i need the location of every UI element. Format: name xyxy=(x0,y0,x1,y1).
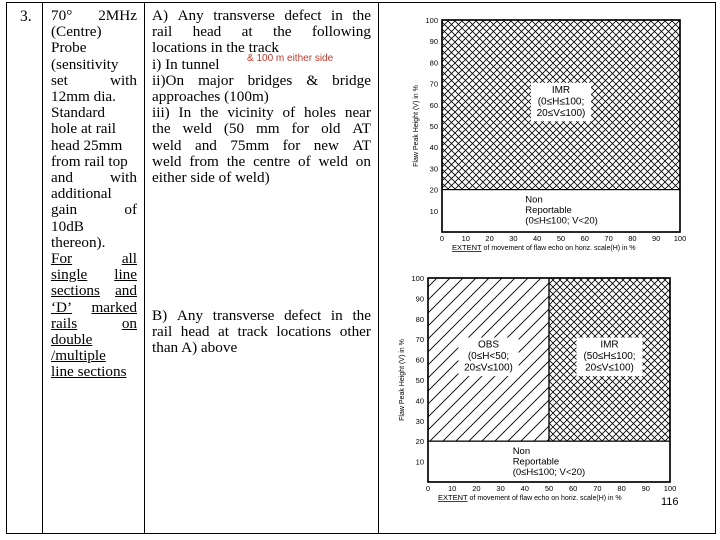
y-tick-label: 100 xyxy=(425,16,438,25)
annotation-label: & 100 m either side xyxy=(247,53,334,64)
y-tick-label: 40 xyxy=(415,396,424,406)
y-tick-label: 20 xyxy=(415,437,424,447)
probe-line: additional xyxy=(51,185,112,203)
section-a-line: weld from the centre of weld on xyxy=(152,152,371,170)
x-tick-label: 20 xyxy=(472,484,481,493)
region-label: Non xyxy=(512,446,531,458)
x-axis-label xyxy=(452,243,636,252)
y-axis-label: Flaw Peak Height (V) in % xyxy=(399,339,406,421)
region-label: 20≤V≤100) xyxy=(536,107,586,119)
x-axis-label-rest: of movement of flaw echo on horiz. scale(H) in % xyxy=(481,245,636,252)
probe-line: set with xyxy=(51,71,137,89)
x-axis-label-extent: EXTENT xyxy=(452,243,482,252)
x-tick-label: 50 xyxy=(544,484,554,493)
x-tick-label: 0 xyxy=(439,234,445,243)
y-tick-label: 90 xyxy=(415,294,424,304)
region-label: (50≤H≤100; xyxy=(583,351,636,363)
probe-line: 10dB xyxy=(51,217,84,235)
x-axis-label-rest: of movement of flaw echo on horiz. scale(H) in % xyxy=(467,495,622,502)
x-tick-label: 100 xyxy=(663,484,677,493)
region-label: 20≤V≤100) xyxy=(585,362,634,374)
region-label: Reportable xyxy=(525,205,572,217)
y-tick-label: 60 xyxy=(429,100,438,110)
probe-underlined-line: /multiple xyxy=(51,347,106,365)
section-a-line: ii)On major bridges & bridge xyxy=(152,71,371,89)
y-tick-label: 50 xyxy=(415,376,424,385)
y-tick-label: 90 xyxy=(429,37,438,47)
y-tick-label: 10 xyxy=(415,457,424,467)
probe-line: 70° 2MHz xyxy=(51,7,137,24)
x-tick-label: 80 xyxy=(628,234,637,243)
probe-line: (Centre) xyxy=(51,23,102,41)
region-label: IMR xyxy=(551,84,571,96)
y-tick-label: 60 xyxy=(415,355,424,365)
region-label: (0≤H<50; xyxy=(467,351,510,363)
x-tick-label: 80 xyxy=(617,484,626,493)
region-label: Reportable xyxy=(512,456,560,468)
y-tick-label: 50 xyxy=(429,122,438,131)
x-tick-label: 20 xyxy=(485,234,494,243)
y-tick-label: 70 xyxy=(429,79,438,89)
x-tick-label: 40 xyxy=(533,234,542,243)
y-tick-label: 10 xyxy=(429,206,438,216)
region-label: (0≤H≤100; V<20) xyxy=(512,467,586,479)
probe-underlined-line: rails on xyxy=(51,314,137,332)
row-number: 3. xyxy=(20,8,32,25)
chart-2 xyxy=(399,274,676,502)
y-tick-label: 30 xyxy=(429,164,438,174)
x-tick-label: 90 xyxy=(652,234,661,243)
x-tick-label: 70 xyxy=(604,234,613,243)
probe-line: from rail top xyxy=(51,152,128,170)
x-tick-label: 100 xyxy=(673,234,687,243)
section-a-line: approaches (100m) xyxy=(152,88,269,106)
probe-line: 12mm dia. xyxy=(51,88,116,106)
section-a-line: rail head at the following xyxy=(152,23,371,41)
section-a-line: i) In tunnel xyxy=(152,55,220,73)
chart-1 xyxy=(413,16,686,252)
x-tick-label: 60 xyxy=(580,234,589,243)
section-a-line: locations in the track xyxy=(152,39,279,57)
x-tick-label: 40 xyxy=(520,484,529,493)
y-tick-label: 40 xyxy=(429,143,438,153)
section-b-line: than A) above xyxy=(152,339,238,357)
y-tick-label: 80 xyxy=(415,314,424,324)
region-label: 20≤V≤100) xyxy=(464,362,513,374)
probe-underlined-line: line sections xyxy=(51,363,127,381)
y-tick-label: 30 xyxy=(415,416,424,426)
x-tick-label: 10 xyxy=(461,234,470,243)
y-tick-label: 20 xyxy=(429,185,438,195)
probe-line: Standard xyxy=(51,104,105,122)
page-number: 116 xyxy=(661,496,679,508)
x-tick-label: 30 xyxy=(509,234,518,243)
probe-underlined-line: For all xyxy=(51,250,137,268)
probe-line: Probe xyxy=(51,39,87,57)
probe-underlined-line: single line xyxy=(51,266,137,284)
x-tick-label: 70 xyxy=(593,484,602,493)
probe-underlined-line: sections and xyxy=(51,282,137,300)
x-axis-label xyxy=(438,493,622,502)
probe-line: and with xyxy=(51,169,137,187)
x-tick-label: 50 xyxy=(556,234,566,243)
probe-underlined-line: ‘D’ marked xyxy=(51,298,137,316)
region-label: Non xyxy=(525,194,543,206)
y-tick-label: 100 xyxy=(411,274,424,283)
section-a-line: weld and 75mm for new AT xyxy=(152,136,371,154)
y-tick-label: 80 xyxy=(429,58,438,68)
probe-line: head 25mm xyxy=(51,136,123,154)
x-tick-label: 90 xyxy=(641,484,650,493)
region-label: (0≤H≤100; V<20) xyxy=(525,215,598,227)
x-tick-label: 60 xyxy=(569,484,578,493)
probe-line: thereon). xyxy=(51,233,106,251)
probe-line: (sensitivity xyxy=(51,55,119,73)
x-tick-label: 0 xyxy=(425,484,431,493)
y-axis-label: Flaw Peak Height (V) in % xyxy=(413,85,420,167)
region-label: (0≤H≤100; xyxy=(537,96,585,108)
y-tick-label: 70 xyxy=(415,335,424,345)
section-a-line: the weld (50 mm for old AT xyxy=(152,120,371,138)
section-a-line: iii) In the vicinity of holes near xyxy=(152,104,371,122)
probe-underlined-line: double xyxy=(51,331,93,349)
x-axis-label-extent: EXTENT xyxy=(438,493,468,502)
section-a-line: either side of weld) xyxy=(152,169,270,187)
section-b-line: rail head at track locations other xyxy=(152,323,371,341)
section-a-line: A) Any transverse defect in the xyxy=(152,7,371,24)
probe-line: gain of xyxy=(51,201,137,219)
region-label: IMR xyxy=(600,339,619,351)
x-tick-label: 30 xyxy=(496,484,505,493)
region-label: OBS xyxy=(477,339,500,351)
x-tick-label: 10 xyxy=(448,484,457,493)
probe-line: hole at rail xyxy=(51,120,116,138)
section-b-line: B) Any transverse defect in the xyxy=(152,307,371,324)
